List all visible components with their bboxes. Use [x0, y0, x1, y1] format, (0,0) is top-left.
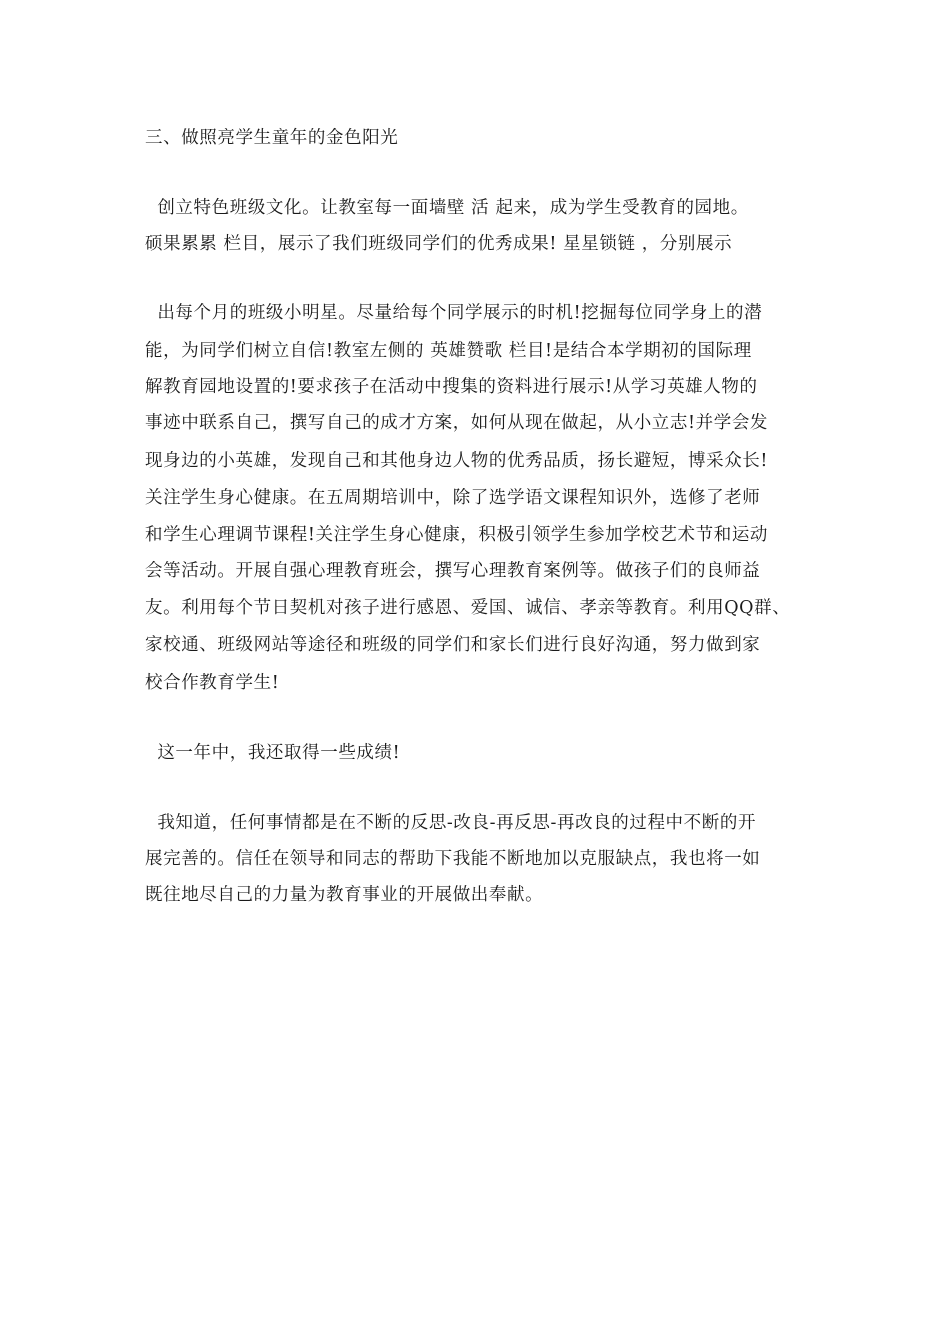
- paragraph-3: 这一年中，我还取得一些成绩!: [145, 743, 401, 763]
- paragraph-2-line-7: 和学生心理调节课程!关注学生身心健康，积极引领学生参加学校艺术节和运动: [145, 525, 769, 545]
- paragraph-2-line-1: 出每个月的班级小明星。尽量给每个同学展示的时机!挖掘每位同学身上的潜: [145, 303, 763, 323]
- paragraph-2-line-9: 友。利用每个节日契机对孩子进行感恩、爱国、诚信、孝亲等教育。利用QQ群、: [145, 598, 791, 618]
- paragraph-4-line-3: 既往地尽自己的力量为教育事业的开展做出奉献。: [145, 885, 544, 905]
- paragraph-2-line-3: 解教育园地设置的!要求孩子在活动中搜集的资料进行展示!从学习英雄人物的: [145, 377, 758, 397]
- paragraph-1-line-1: 创立特色班级文化。让教室每一面墙壁 活 起来，成为学生受教育的园地。: [145, 198, 749, 218]
- paragraph-2-line-11: 校合作教育学生!: [145, 673, 280, 693]
- paragraph-2-line-10: 家校通、班级网站等途径和班级的同学们和家长们进行良好沟通，努力做到家: [145, 635, 761, 655]
- paragraph-2-line-2: 能，为同学们树立自信!教室左侧的 英雄赞歌 栏目!是结合本学期初的国际理: [145, 341, 752, 361]
- paragraph-4-line-1: 我知道，任何事情都是在不断的反思-改良-再反思-再改良的过程中不断的开: [145, 813, 757, 833]
- paragraph-2-line-5: 现身边的小英雄，发现自己和其他身边人物的优秀品质，扬长避短，博采众长!: [145, 451, 769, 471]
- paragraph-2-line-8: 会等活动。开展自强心理教育班会，撰写心理教育案例等。做孩子们的良师益: [145, 561, 761, 581]
- paragraph-4-line-2: 展完善的。信任在领导和同志的帮助下我能不断地加以克服缺点，我也将一如: [145, 849, 761, 869]
- paragraph-1-line-2: 硕果累累 栏目，展示了我们班级同学们的优秀成果! 星星锁链 ，分别展示: [145, 234, 733, 254]
- paragraph-2-line-6: 关注学生身心健康。在五周期培训中，除了选学语文课程知识外，选修了老师: [145, 488, 761, 508]
- paragraph-2-line-4: 事迹中联系自己，撰写自己的成才方案，如何从现在做起，从小立志!并学会发: [145, 413, 769, 433]
- section-heading: 三、做照亮学生童年的金色阳光: [145, 128, 399, 148]
